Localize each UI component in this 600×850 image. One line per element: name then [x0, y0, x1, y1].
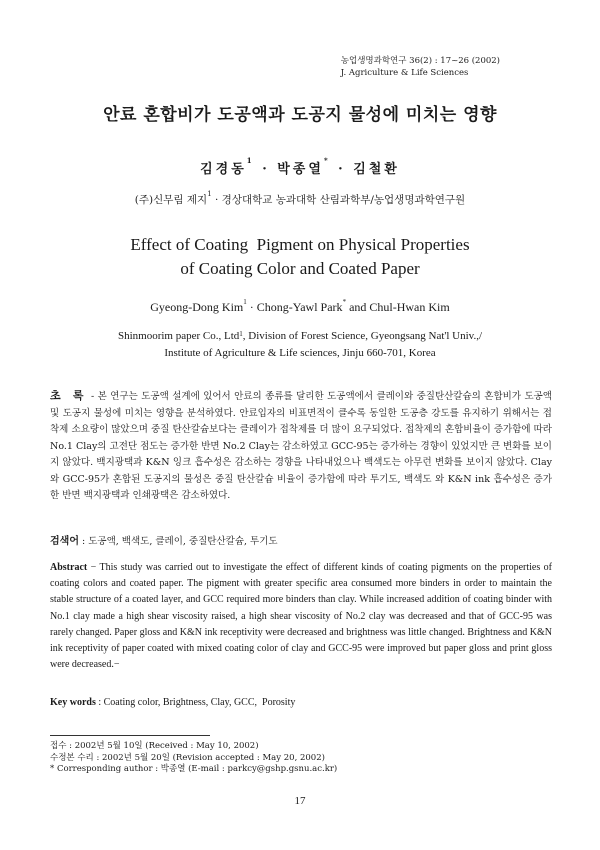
- affiliation-english-line-1: [0, 328, 600, 345]
- keywords-english-label: Key words: [50, 697, 96, 708]
- abstract-english-label: Abstract: [50, 562, 88, 573]
- abstract-english: [50, 560, 552, 673]
- title-english: [0, 233, 600, 281]
- author-2-en: Chong-Yawl Park: [256, 300, 343, 314]
- author-3-en: Chul-Hwan Kim: [369, 300, 450, 314]
- abstract-korean-text: 본 연구는 도공액 설계에 있어서 안료의 종류를 달리한 도공액에서 클레이와 중질탄산칼슘의 혼합비가 도공액 및 도공지 물성에 미치는 영향을 분석하였다. 안료입자의 비표면적이 클수록 동일한 도공층 강도를 유지하기 위해서는 접착제 소요량이 많았으며 중질 탄산칼슘보다는 클레이가 접착제를 더 많이 요구되었다. 접착제의 혼합비율이 증가함에 따라 No.1 Clay의 고전단 점도는 증가한 반면 No.2 Clay는 감소하였고 GCC-95는 증가하는 경향이 있었지만 큰 변화를 보이지 않았다. 백지광택과 K&N 잉크 흡수성은 감소하는 경향을 나타내었으나 백색도는 아무런 변화를 보이지 않았다. Clay와 GCC-95가 혼합된 도공지의 물성은 중질 탄산칼슘 비율이 증가함에 따라 투기도, 백색도 와 K&N ink 흡수성은 증가한 반면 백지광택과 인쇄광택은 감소하였다.: [50, 391, 552, 501]
- journal-header: [341, 55, 500, 79]
- author-2-en-sup: *: [342, 298, 347, 306]
- journal-name-en: J. Agriculture & Life Sciences: [340, 68, 469, 78]
- author-1-ko-sup: 1: [246, 156, 255, 165]
- abstract-korean: [50, 388, 552, 505]
- affiliation-english: [0, 328, 600, 362]
- affiliation-2-ko: 경상대학교 농과대학 산림과학부/농업생명과학연구원: [221, 194, 466, 206]
- authors-english: [0, 300, 600, 315]
- abstract-english-text: This study was carried out to investigate the effect of different kinds of coating pigments on the properties of coating colors and coated paper. The pigment with greater specific area consumed more binders in order to maintain the stable structure of a coated layer, and GCC required more binders than clay. While increased addition of coating binder with No.1 clay made a high shear viscosity raised, a high shear viscosity of No.2 clay was decreased and that of GCC-95 was rarely changed. Paper gloss and K&N ink receptivity were decreased and brightness was little changed. Brightness and K&N ink receptivity of paper coated with mixed coating color of clay and GCC-95 were improved but paper gloss and print gloss were decreased.−: [50, 562, 552, 671]
- affiliation-1-en-sup: 1: [239, 330, 243, 338]
- keywords-korean: [50, 532, 552, 547]
- affiliation-1-ko-sup: 1: [207, 190, 212, 198]
- author-1-ko: 김경동: [200, 162, 247, 177]
- title-english-line-1: Effect of Coating Pigment on Physical Properties: [130, 235, 470, 254]
- journal-citation-ko: 농업생명과학연구 36(2) : 17~26 (2002): [340, 56, 500, 66]
- author-1-en-sup: 1: [243, 298, 247, 306]
- abstract-korean-label: 초 록: [50, 389, 88, 402]
- keywords-english-text: : Coating color, Brightness, Clay, GCC, Porosity: [95, 697, 296, 708]
- author-1-en: Gyeong-Dong Kim: [150, 300, 244, 314]
- author-2-ko-sup: *: [323, 156, 331, 165]
- footnote-revised: 수정본 수리 : 2002년 5월 20일 (Revision accepted : May 20, 2002): [50, 752, 325, 763]
- affiliation-1-en-rest: , Division of Forest Science, Gyeongsang Nat'l Univ.,/: [242, 330, 483, 342]
- author-3-ko: 김철환: [353, 162, 400, 177]
- affiliation-separator: ·: [211, 194, 222, 206]
- author-separator: ·: [254, 162, 278, 177]
- title-english-line-2: of Coating Color and Coated Paper: [180, 259, 420, 278]
- footnote-divider: [50, 735, 210, 736]
- author-separator: ·: [246, 300, 257, 314]
- keywords-korean-label: 검색어: [50, 536, 79, 547]
- affiliation-english-line-2: Institute of Agriculture & Life sciences, Jinju 660-701, Korea: [164, 347, 436, 359]
- abstract-korean-dash: -: [87, 391, 98, 402]
- author-separator: ·: [330, 162, 354, 177]
- author-2-ko: 박종열: [277, 162, 324, 177]
- authors-korean: [0, 158, 600, 177]
- author-separator: and: [346, 300, 370, 314]
- footnotes: [50, 741, 337, 776]
- keywords-korean-text: : 도공액, 백색도, 클레이, 중질탄산칼슘, 투기도: [78, 536, 278, 547]
- abstract-english-dash: −: [87, 562, 100, 573]
- affiliation-1-en: Shinmoorim paper Co., Ltd: [117, 330, 240, 342]
- page-number: 17: [294, 795, 306, 807]
- footnote-received: 접수 : 2002년 5월 10일 (Received : May 10, 2002): [50, 741, 259, 751]
- keywords-english: [50, 697, 552, 708]
- title-korean: 안료 혼합비가 도공액과 도공지 물성에 미치는 영향: [103, 105, 497, 125]
- affiliation-korean: [0, 192, 600, 207]
- affiliation-1-ko: (주)신무림 제지: [134, 194, 208, 206]
- footnote-corresponding-author: * Corresponding author : 박종열 (E-mail : parkcy@gshp.gsnu.ac.kr): [50, 764, 338, 774]
